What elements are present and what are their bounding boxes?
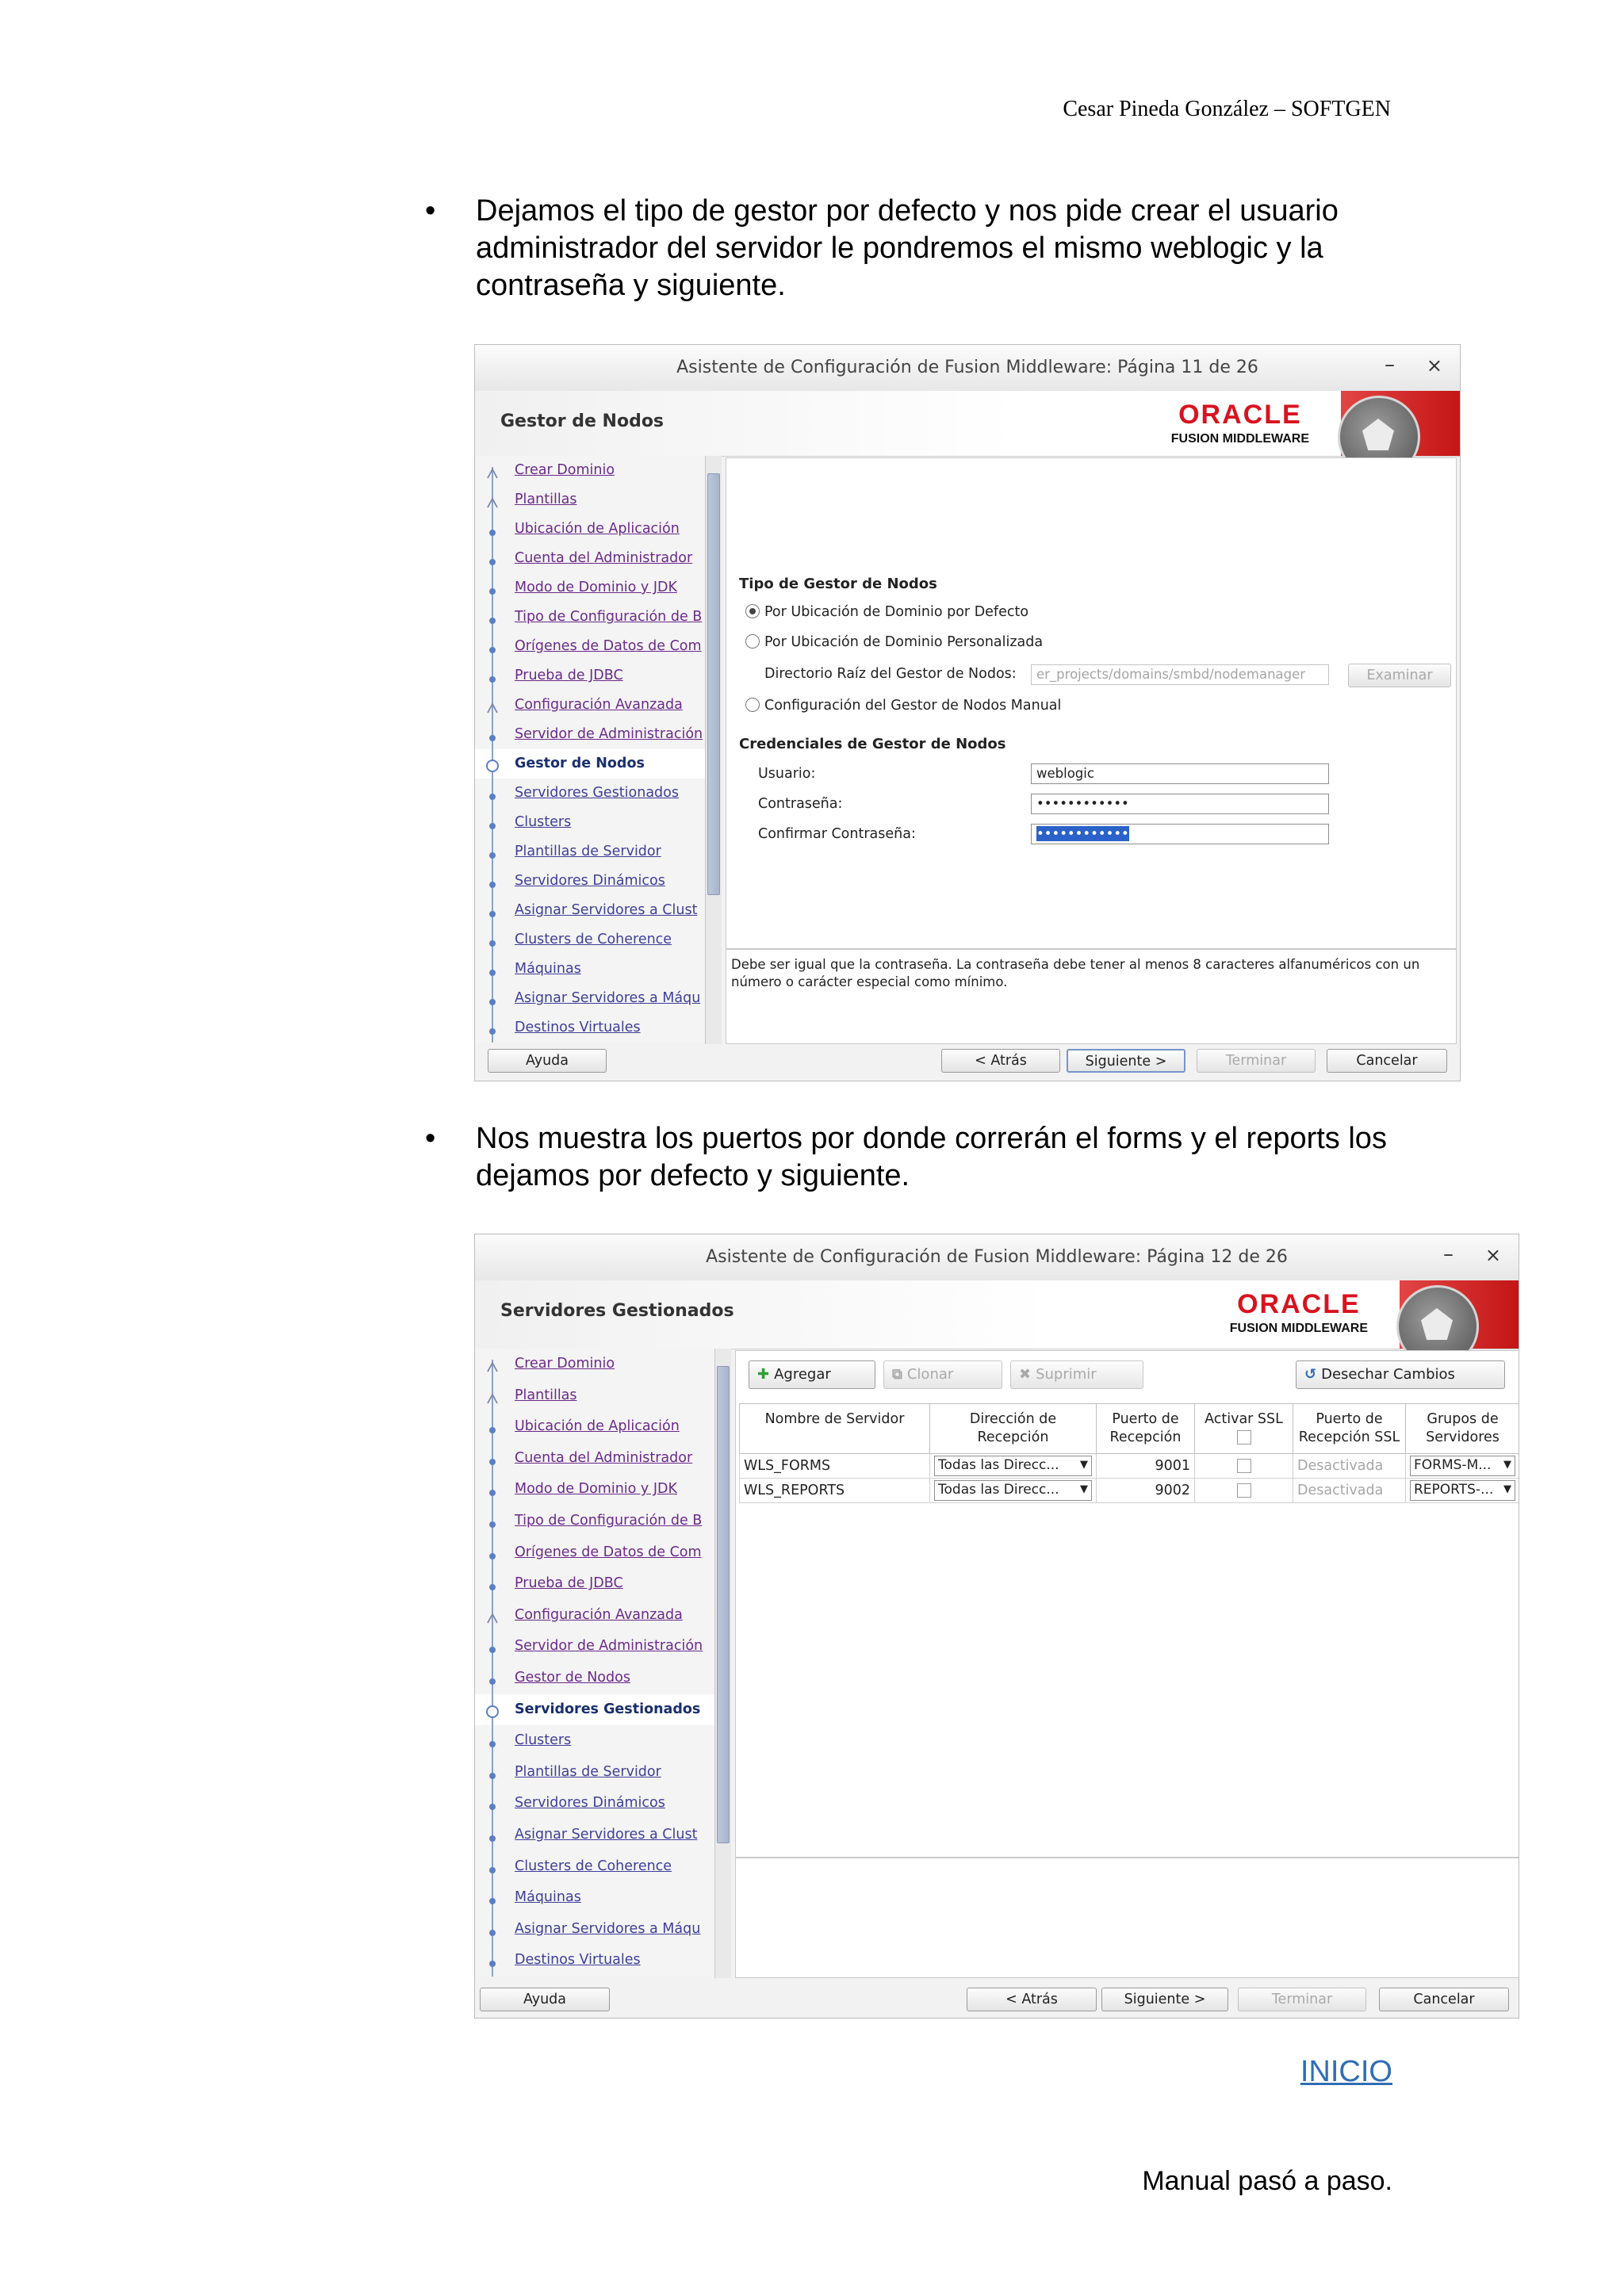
nav-step-item[interactable] (475, 1380, 714, 1412)
step-marker-icon (488, 1674, 497, 1683)
window-title: Asistente de Configuración de Fusion Middleware: Página 11 de 26 (676, 358, 1258, 377)
bullet-text-1: Dejamos el tipo de gestor por defecto y nos pide crear el usuario administrador del servidor le pondremos el mismo weblogic y la contraseña y siguiente. (476, 194, 1339, 302)
step-marker-icon (488, 584, 497, 593)
nav-step-label: Servidores Dinámicos (515, 873, 665, 889)
step-marker-icon (488, 1893, 497, 1903)
listen-port-cell[interactable]: 9002 (1097, 1479, 1195, 1503)
close-button[interactable]: × (1484, 1244, 1501, 1266)
nav-step-item[interactable] (475, 1568, 714, 1600)
username-label: Usuario: (758, 766, 816, 782)
nav-step-label: Ubicación de Aplicación (515, 521, 680, 537)
nav-step-item[interactable] (475, 691, 705, 720)
server-groups-dropdown[interactable]: REPORTS-... ▼ (1410, 1480, 1515, 1501)
nav-step-label: Servidores Dinámicos (515, 1795, 665, 1812)
step-marker-icon (488, 1422, 497, 1432)
step-marker-icon (488, 818, 497, 828)
password-label: Contraseña: (758, 796, 843, 812)
nav-step-item[interactable] (475, 632, 705, 661)
nav-step-label: Plantillas (515, 1387, 577, 1403)
node-manager-dir-label: Directorio Raíz del Gestor de Nodos: (764, 666, 1017, 682)
step-marker-icon (486, 760, 499, 772)
nav-scrollbar[interactable] (705, 456, 722, 1044)
step-marker-icon (488, 1024, 497, 1033)
nav-step-label: Gestor de Nodos (515, 756, 645, 771)
copy-icon: ⧉ (892, 1366, 902, 1383)
section-credentials: Credenciales de Gestor de Nodos (739, 736, 1006, 752)
nav-step-item[interactable] (475, 573, 705, 603)
col-server-groups[interactable]: Grupos de Servidores (1406, 1404, 1520, 1454)
help-message-area (735, 1858, 1519, 1978)
nav-step-label: Clusters de Coherence (515, 932, 672, 947)
col-server-name[interactable]: Nombre de Servidor (740, 1404, 930, 1454)
cancel-button[interactable]: Cancelar (1327, 1049, 1447, 1073)
nav-step-item[interactable] (475, 1725, 714, 1757)
minimize-button[interactable]: – (1443, 1242, 1454, 1266)
step-marker-icon (488, 1831, 497, 1840)
content-panel (735, 1350, 1519, 1858)
oracle-logo: ORACLE FUSION MIDDLEWARE (1170, 400, 1309, 446)
nav-step-item[interactable] (475, 485, 705, 515)
enable-ssl-checkbox[interactable] (1237, 1483, 1251, 1498)
page-title: Servidores Gestionados (500, 1301, 734, 1321)
node-manager-dir-field[interactable]: er_projects/domains/smbd/nodemanager (1031, 664, 1329, 685)
step-marker-icon (488, 848, 497, 857)
nav-step-item[interactable] (475, 1349, 714, 1380)
nav-step-item[interactable] (475, 1820, 714, 1851)
server-name-cell[interactable]: WLS_REPORTS (740, 1479, 930, 1503)
confirm-password-label: Confirmar Contraseña: (758, 826, 916, 842)
step-marker-icon (486, 1705, 499, 1718)
step-marker-icon (488, 1548, 497, 1558)
step-marker-icon (488, 1925, 497, 1934)
col-listen-address[interactable]: Dirección de Recepción (930, 1404, 1097, 1454)
nav-step-label: Asignar Servidores a Clust (515, 902, 698, 918)
nav-step-item[interactable] (475, 867, 705, 896)
table-row[interactable] (740, 1479, 1520, 1503)
nav-step-item[interactable] (475, 544, 705, 573)
step-marker-icon (488, 1956, 497, 1965)
nav-step-label: Configuración Avanzada (515, 1606, 683, 1623)
minimize-button[interactable]: – (1385, 353, 1395, 377)
nav-step-label: Destinos Virtuales (515, 1020, 641, 1035)
enable-ssl-checkbox[interactable] (1237, 1459, 1251, 1473)
col-enable-ssl[interactable]: Activar SSL (1195, 1404, 1293, 1454)
nav-step-item[interactable] (475, 1914, 714, 1946)
nav-step-label: Modo de Dominio y JDK (515, 1481, 677, 1498)
nav-step-item[interactable] (475, 1600, 714, 1632)
radio-manual-config[interactable]: Configuración del Gestor de Nodos Manual (745, 698, 1061, 714)
step-marker-icon (487, 1360, 496, 1369)
nav-step-label: Servidores Gestionados (515, 785, 679, 801)
nav-step-label: Gestor de Nodos (515, 1669, 630, 1686)
step-marker-icon (488, 1642, 497, 1651)
wizard-banner (475, 1280, 1519, 1349)
bullet-paragraph-2 (425, 1120, 1396, 1195)
window-titlebar (475, 1234, 1519, 1281)
step-marker-icon (487, 1391, 496, 1401)
table-row[interactable] (740, 1454, 1520, 1479)
nav-step-item[interactable] (475, 1474, 714, 1506)
nav-step-item[interactable] (475, 603, 705, 632)
window-titlebar (475, 345, 1460, 392)
page-title: Gestor de Nodos (500, 411, 665, 431)
nav-step-label: Servidores Gestionados (515, 1701, 701, 1717)
nav-step-label: Servidor de Administración (515, 1638, 703, 1655)
nav-step-item[interactable] (475, 1411, 714, 1443)
server-groups-dropdown[interactable]: FORMS-M... ▼ (1410, 1456, 1515, 1476)
nav-step-label: Prueba de JDBC (515, 668, 623, 683)
bullet-text-2: Nos muestra los puertos por donde correrán el forms y el reports los dejamos por defecto y siguiente. (476, 1122, 1387, 1192)
next-button[interactable]: Siguiente > (1101, 1988, 1228, 2011)
listen-address-dropdown[interactable]: Todas las Direcc... ▼ (934, 1480, 1092, 1501)
nav-step-label: Clusters (515, 1732, 572, 1749)
nav-step-label: Ubicación de Aplicación (515, 1418, 680, 1435)
step-marker-icon (488, 642, 497, 652)
confirm-password-field[interactable]: •••••••••••• (1031, 824, 1329, 844)
step-marker-icon (488, 965, 497, 974)
nav-step-item[interactable] (475, 1506, 714, 1537)
wizard-window-managed-servers (474, 1234, 1519, 2019)
bullet-dot: • (425, 1122, 436, 1155)
nav-step-item[interactable] (475, 1788, 714, 1820)
nav-step-label: Clusters de Coherence (515, 1858, 672, 1874)
listen-port-cell[interactable]: 9001 (1097, 1454, 1195, 1479)
nav-step-item[interactable] (475, 1945, 714, 1976)
nav-step-item[interactable] (475, 925, 705, 955)
nav-step-item[interactable] (475, 837, 705, 867)
radio-default-location[interactable]: Por Ubicación de Dominio por Defecto (745, 604, 1028, 620)
inicio-link[interactable]: INICIO (1300, 2055, 1392, 2088)
step-marker-icon (488, 1485, 497, 1494)
x-icon: ✖ (1019, 1366, 1032, 1383)
nav-step-label: Asignar Servidores a Clust (515, 1826, 698, 1843)
nav-step-item[interactable] (475, 1882, 714, 1914)
nav-step-label: Tipo de Configuración de B (515, 1512, 703, 1529)
bullet-paragraph-1 (425, 193, 1396, 304)
nav-step-label: Asignar Servidores a Máqu (515, 1920, 701, 1937)
clone-button[interactable]: ⧉ Clonar (883, 1360, 1002, 1389)
enable-ssl-all-checkbox[interactable] (1237, 1430, 1251, 1445)
nav-step-item[interactable] (475, 955, 705, 984)
nav-step-item[interactable] (475, 515, 705, 544)
nav-step-label: Plantillas (515, 492, 577, 507)
oracle-logo: ORACLE FUSION MIDDLEWARE (1229, 1289, 1368, 1335)
step-marker-icon (487, 701, 496, 710)
nav-step-label: Máquinas (515, 961, 581, 977)
ssl-port-cell: Desactivada (1293, 1454, 1406, 1479)
back-button[interactable]: < Atrás (967, 1988, 1097, 2011)
ssl-port-cell: Desactivada (1293, 1479, 1406, 1503)
nav-step-label: Plantillas de Servidor (515, 1763, 661, 1780)
wizard-banner (475, 391, 1460, 457)
nav-step-item[interactable] (475, 661, 705, 691)
step-marker-icon (488, 906, 497, 916)
content-panel (726, 457, 1457, 949)
nav-step-item[interactable] (475, 1013, 705, 1043)
password-field[interactable]: •••••••••••• (1031, 794, 1329, 814)
nav-step-item[interactable] (475, 808, 705, 837)
discard-changes-button[interactable]: ↺ Desechar Cambios (1296, 1360, 1505, 1389)
step-marker-icon (488, 936, 497, 945)
cancel-button[interactable]: Cancelar (1379, 1988, 1509, 2011)
step-marker-icon (488, 1862, 497, 1872)
nav-step-item[interactable] (475, 896, 705, 925)
section-node-manager-type: Tipo de Gestor de Nodos (739, 576, 937, 592)
help-message-area: Debe ser igual que la contraseña. La contraseña debe tener al menos 8 caracteres alfanuméricos con un número o carácter especial como mínimo. (726, 949, 1457, 1044)
nav-step-label: Destinos Virtuales (515, 1952, 641, 1969)
nav-step-label: Tipo de Configuración de B (515, 609, 703, 625)
step-marker-icon (487, 496, 496, 505)
managed-servers-table (739, 1403, 1519, 1503)
add-button[interactable]: ✚ Agregar (749, 1360, 875, 1389)
nav-step-label: Configuración Avanzada (515, 697, 683, 713)
nav-step-item[interactable] (475, 1851, 714, 1883)
nav-step-label: Plantillas de Servidor (515, 844, 661, 859)
nav-step-label: Orígenes de Datos de Com (515, 1544, 702, 1560)
nav-scrollbar[interactable] (714, 1349, 731, 1978)
help-button[interactable]: Ayuda (480, 1988, 610, 2011)
nav-step-item[interactable] (475, 1663, 714, 1694)
page-header: Cesar Pineda González – SOFTGEN (1063, 97, 1391, 121)
step-marker-icon (487, 466, 496, 476)
step-marker-icon (488, 613, 497, 622)
bullet-dot: • (425, 194, 436, 228)
nav-step-item[interactable] (475, 1631, 714, 1663)
username-field[interactable]: weblogic (1031, 763, 1329, 784)
step-marker-icon (488, 1517, 497, 1526)
back-button[interactable]: < Atrás (941, 1049, 1060, 1073)
step-marker-icon (488, 1454, 497, 1464)
step-marker-icon (488, 1736, 497, 1746)
step-marker-icon (488, 994, 497, 1004)
nav-step-label: Crear Dominio (515, 462, 615, 478)
wizard-step-nav (475, 1349, 714, 1976)
server-name-cell[interactable]: WLS_FORMS (740, 1454, 930, 1479)
finish-button[interactable]: Terminar (1197, 1049, 1316, 1073)
step-marker-icon (488, 789, 497, 798)
next-button[interactable]: Siguiente > (1067, 1049, 1185, 1073)
nav-step-item[interactable] (475, 779, 705, 808)
radio-custom-location[interactable]: Por Ubicación de Dominio Personalizada (745, 634, 1043, 650)
nav-step-label: Cuenta del Administrador (515, 1449, 693, 1466)
delete-button[interactable]: ✖ Suprimir (1010, 1360, 1143, 1389)
nav-step-item[interactable] (475, 1537, 714, 1569)
step-marker-icon (488, 1579, 497, 1589)
col-listen-port[interactable]: Puerto de Recepción (1097, 1404, 1195, 1454)
nav-step-label: Clusters (515, 814, 572, 830)
nav-step-label: Crear Dominio (515, 1356, 615, 1372)
nav-step-item[interactable] (475, 1694, 714, 1726)
nav-step-item[interactable] (475, 1757, 714, 1789)
listen-address-dropdown[interactable]: Todas las Direcc... ▼ (934, 1456, 1092, 1476)
plus-icon: ✚ (757, 1366, 770, 1383)
nav-step-label: Modo de Dominio y JDK (515, 580, 677, 595)
close-button[interactable]: × (1426, 354, 1442, 377)
nav-step-label: Máquinas (515, 1889, 581, 1906)
col-ssl-port[interactable]: Puerto de Recepción SSL (1293, 1404, 1406, 1454)
page-footer: Manual pasó a paso. (1142, 2166, 1392, 2196)
help-button[interactable]: Ayuda (488, 1049, 607, 1073)
nav-step-item[interactable] (475, 456, 705, 485)
nav-step-item[interactable] (475, 720, 705, 749)
step-marker-icon (488, 525, 497, 534)
step-marker-icon (488, 877, 497, 886)
nav-step-label: Orígenes de Datos de Com (515, 638, 702, 654)
nav-step-label: Servidor de Administración (515, 726, 703, 742)
nav-step-label: Prueba de JDBC (515, 1575, 623, 1592)
step-marker-icon (488, 1768, 497, 1777)
step-marker-icon (487, 1611, 496, 1621)
nav-step-item[interactable] (475, 1443, 714, 1475)
browse-button[interactable]: Examinar (1348, 664, 1451, 687)
nav-step-item[interactable] (475, 749, 705, 779)
wizard-window-node-manager (474, 344, 1461, 1081)
step-marker-icon (488, 1799, 497, 1808)
wizard-step-nav (475, 456, 705, 1043)
nav-step-item[interactable] (475, 984, 705, 1013)
undo-icon: ↺ (1304, 1366, 1317, 1383)
finish-button[interactable]: Terminar (1238, 1988, 1366, 2011)
window-title: Asistente de Configuración de Fusion Middleware: Página 12 de 26 (706, 1247, 1288, 1267)
step-marker-icon (488, 554, 497, 564)
step-marker-icon (488, 730, 497, 740)
step-marker-icon (488, 672, 497, 681)
nav-step-label: Asignar Servidores a Máqu (515, 990, 701, 1006)
nav-step-label: Cuenta del Administrador (515, 550, 693, 566)
